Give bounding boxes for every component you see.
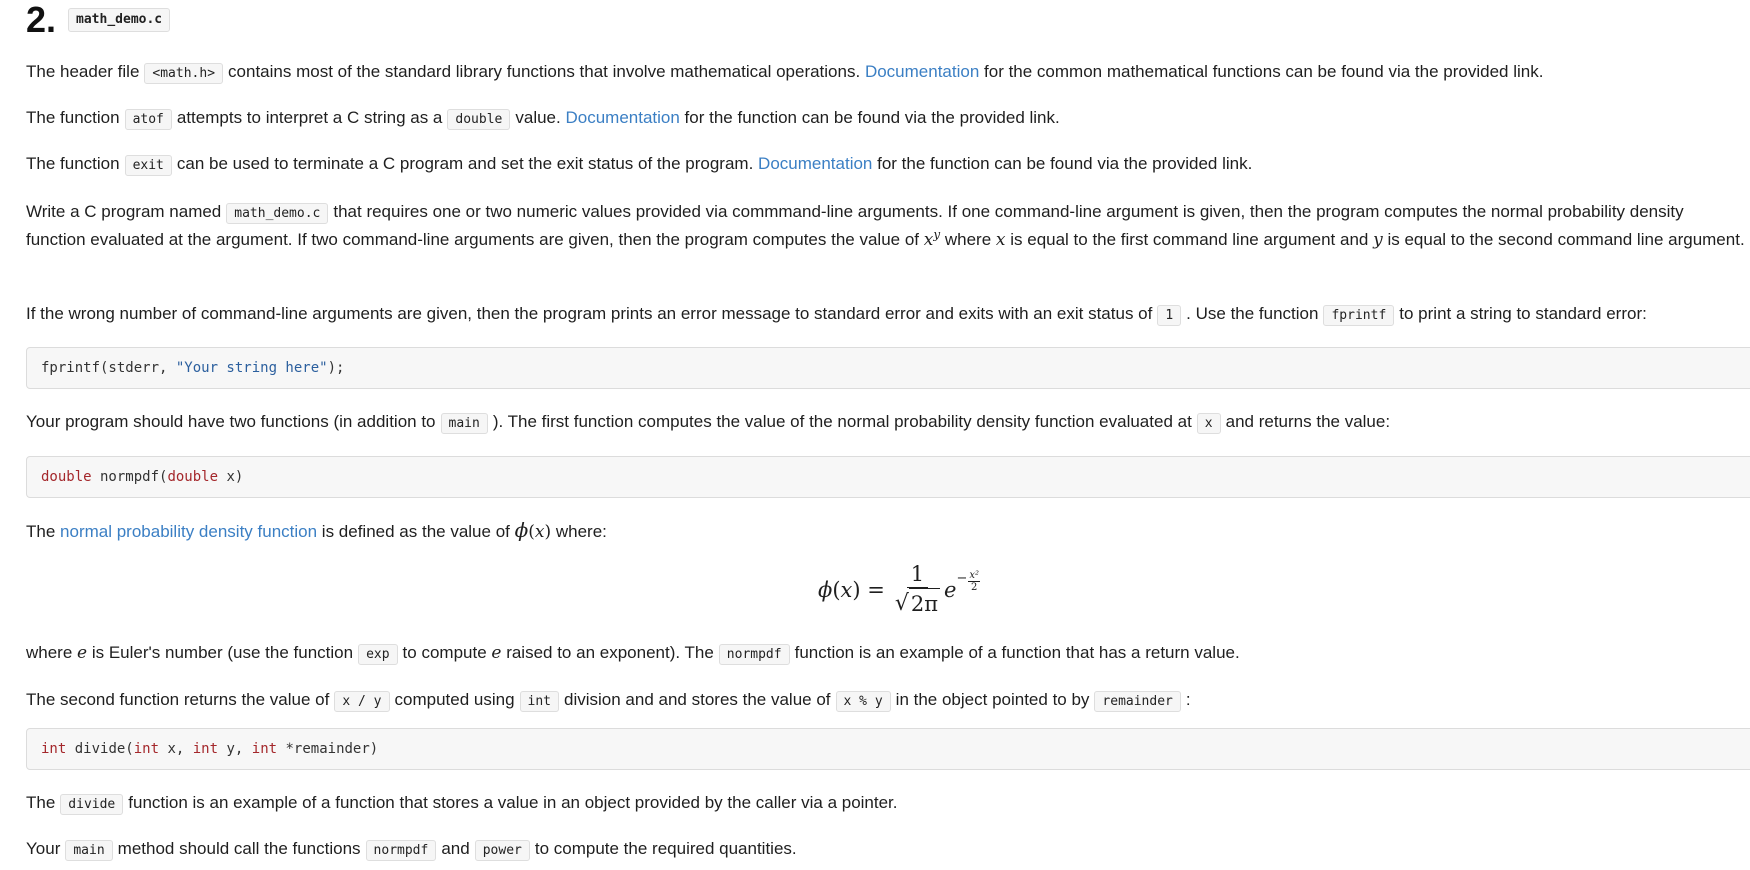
inline-code: exp — [358, 644, 397, 665]
inline-code: divide — [60, 794, 123, 815]
code-text: fprintf(stderr, — [41, 360, 176, 376]
text: function is an example of a function that stores a value in an object provided by the caller via a pointer. — [128, 793, 898, 812]
sqrt-body: 2π — [909, 588, 940, 619]
divide-description-paragraph — [26, 789, 1750, 817]
normpdf-code-block — [26, 456, 1750, 498]
text: can be used to terminate a C program and set the exit status of the program. — [176, 154, 754, 173]
inline-code: fprintf — [1323, 305, 1394, 326]
filename-code: math_demo.c — [68, 8, 170, 32]
text: method should call the functions — [117, 839, 361, 858]
inline-code: remainder — [1094, 691, 1180, 712]
code-keyword: int — [133, 741, 160, 757]
exponent-minus: − — [956, 571, 968, 586]
text: division and and stores the value of — [564, 690, 831, 709]
inline-code: normpdf — [366, 840, 437, 861]
text: The — [26, 522, 56, 541]
pdf-definition-paragraph — [26, 516, 1750, 546]
text: is equal to the second command line argument. — [1387, 230, 1745, 249]
inline-code: 1 — [1157, 305, 1181, 326]
text: Write a C program named — [26, 202, 222, 221]
pdf-formula — [818, 555, 980, 625]
inline-code: x % y — [836, 691, 891, 712]
code-text: ); — [327, 360, 345, 376]
exponent-numerator: x² — [969, 570, 980, 581]
main-paragraph — [26, 835, 1750, 863]
code-text: x) — [218, 469, 244, 485]
text: The second function returns the value of — [26, 690, 330, 709]
inline-code: main — [441, 413, 488, 434]
documentation-link-exit[interactable]: Documentation — [758, 154, 873, 173]
text: function is an example of a function that has a return value. — [794, 643, 1240, 662]
text: The — [26, 793, 56, 812]
normal-pdf-link[interactable]: normal probability density function — [60, 522, 318, 541]
functions-paragraph — [26, 408, 1750, 436]
text: ). The first function computes the value of the normal probability density function evaluated at — [492, 412, 1192, 431]
math-header-paragraph — [26, 58, 1750, 86]
inline-code: atof — [125, 109, 172, 130]
text: . Use the function — [1186, 304, 1319, 323]
code-text: x, — [159, 741, 193, 757]
text: Your program should have two functions (in addition to — [26, 412, 436, 431]
code-string: "Your string here" — [175, 360, 328, 376]
text: is equal to the first command line argument and — [1010, 230, 1369, 249]
documentation-link-math[interactable]: Documentation — [864, 62, 980, 81]
text: If the wrong number of command-line arguments are given, then the program prints an error message to standard error and exits with an exit status of — [26, 304, 1153, 323]
math-x: x — [995, 230, 1006, 250]
text: to compute the required quantities. — [534, 839, 797, 858]
code-text: y, — [218, 741, 252, 757]
inline-code: x / y — [334, 691, 389, 712]
text: The function — [26, 154, 120, 173]
math-phi: ϕ — [514, 518, 529, 542]
text: and — [441, 839, 470, 858]
code-keyword: int — [251, 741, 278, 757]
inline-code: x — [1197, 413, 1221, 434]
text: value. — [515, 108, 561, 127]
section-heading — [26, 0, 170, 40]
formula-equals: ) = — [852, 578, 885, 602]
text: : — [1185, 690, 1191, 709]
text: The header file — [26, 62, 140, 81]
math-y: y — [1373, 230, 1383, 250]
inline-code: int — [520, 691, 559, 712]
text: Your — [26, 839, 61, 858]
formula-fraction — [895, 561, 940, 619]
text: is defined as the value of — [321, 522, 510, 541]
text: for the common mathematical functions can be found via the provided link. — [984, 62, 1544, 81]
text: where — [944, 230, 992, 249]
code-keyword: double — [167, 469, 219, 485]
code-keyword: int — [41, 741, 67, 757]
math-x: x — [923, 230, 934, 250]
code-keyword: int — [192, 741, 219, 757]
math-paren: ( — [528, 522, 535, 542]
inline-code: normpdf — [719, 644, 790, 665]
code-text: *remainder) — [277, 741, 379, 757]
divide-code-block — [26, 728, 1750, 770]
sqrt-sign: √ — [894, 590, 909, 616]
text: where: — [555, 522, 607, 541]
section-number: 2. — [26, 0, 57, 40]
code-text: normpdf( — [91, 469, 168, 485]
inline-code: <math.h> — [144, 63, 223, 84]
text: raised to an exponent). The — [506, 643, 714, 662]
formula-x: x — [840, 578, 853, 602]
text: for the function can be found via the provided link. — [684, 108, 1060, 127]
math-e: e — [491, 643, 502, 663]
text: where — [26, 643, 73, 662]
exponent-denominator: 2 — [971, 582, 978, 593]
code-text: divide( — [66, 741, 134, 757]
divide-paragraph — [26, 686, 1750, 714]
math-e: e — [77, 643, 88, 663]
error-paragraph — [26, 300, 1750, 328]
documentation-link-atof[interactable]: Documentation — [565, 108, 680, 127]
text: contains most of the standard library functions that involve mathematical operations. — [228, 62, 861, 81]
text: that requires one or two numeric values provided via commmand-line arguments. If one command-line argument is given, then the program computes the normal probability density function evaluated at the argument. If two command-line arguments are given, then the program computes the value of — [26, 202, 1684, 249]
formula-denominator — [895, 588, 940, 619]
math-x: x — [534, 522, 545, 542]
inline-code: exit — [125, 155, 172, 176]
text: to print a string to standard error: — [1399, 304, 1647, 323]
text: for the function can be found via the provided link. — [877, 154, 1253, 173]
inline-code: math_demo.c — [226, 203, 328, 224]
exponent-fraction — [968, 570, 980, 593]
inline-code: double — [447, 109, 510, 130]
text: and returns the value: — [1225, 412, 1391, 431]
inline-code: power — [475, 840, 530, 861]
math-paren: ) — [544, 522, 552, 542]
formula-paren: ( — [832, 578, 841, 602]
text: to compute — [402, 643, 487, 662]
formula-e: e — [944, 578, 957, 602]
euler-paragraph — [26, 639, 1750, 667]
fprintf-code-block — [26, 347, 1750, 389]
code-keyword: double — [41, 469, 92, 485]
inline-code: main — [65, 840, 112, 861]
text: in the object pointed to by — [895, 690, 1090, 709]
math-y-superscript: y — [933, 227, 941, 242]
program-description-paragraph — [26, 198, 1746, 254]
atof-paragraph — [26, 104, 1750, 132]
text: attempts to interpret a C string as a — [176, 108, 443, 127]
formula-phi: ϕ — [818, 578, 833, 602]
text: computed using — [394, 690, 515, 709]
text: The function — [26, 108, 120, 127]
formula-exponent — [956, 570, 980, 610]
exit-paragraph — [26, 150, 1750, 178]
text: is Euler's number (use the function — [91, 643, 354, 662]
formula-numerator: 1 — [907, 561, 928, 588]
